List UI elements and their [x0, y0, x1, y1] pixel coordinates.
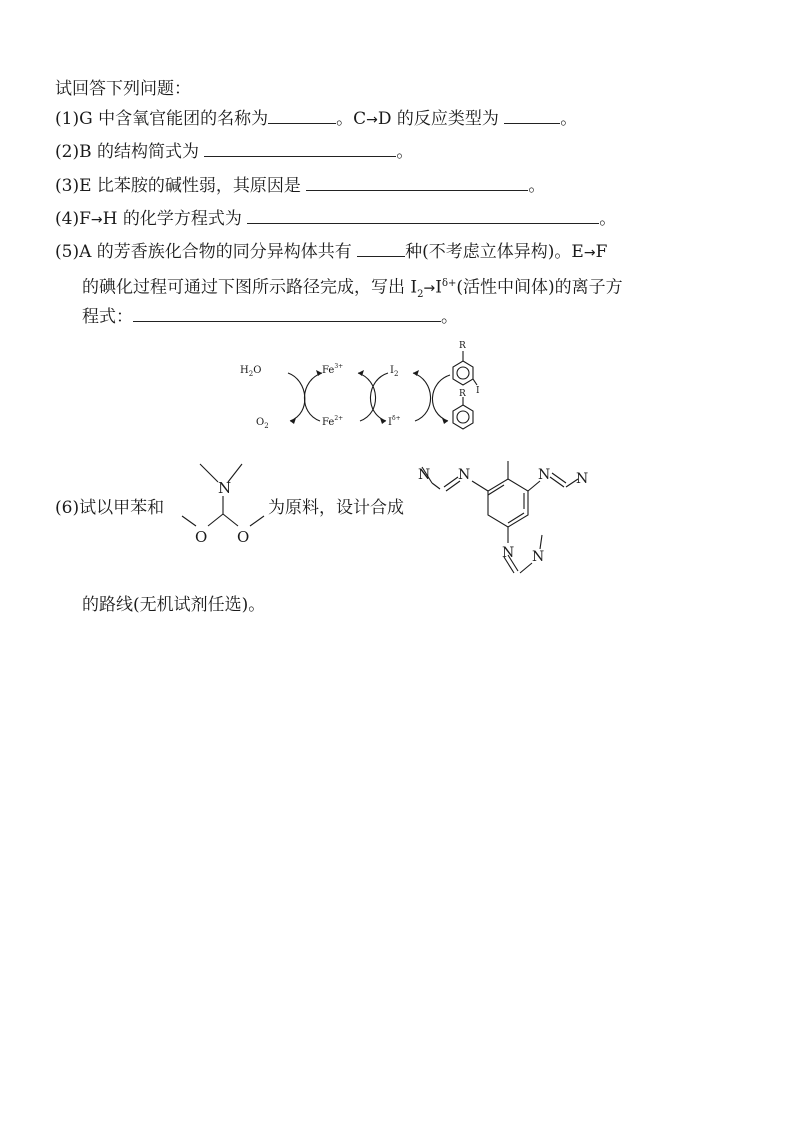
q4-suffix: H 的化学方程式为	[102, 209, 242, 229]
question-6-middle: 为原料，设计合成	[268, 498, 404, 518]
r-bottom-label: R	[459, 389, 466, 399]
target-n3-label: N	[538, 467, 551, 483]
bond-i	[473, 379, 477, 385]
question-4	[55, 208, 616, 231]
question-5-line-2	[82, 273, 623, 306]
dmf-o-left-label: O	[195, 528, 208, 546]
target-amidine-structure	[410, 443, 605, 588]
q5-line3-end: 。	[441, 307, 458, 327]
fe3-label: $Fe^{3+}$	[322, 363, 344, 376]
q1-end: 。	[336, 109, 354, 129]
q5-line2-b: I	[435, 277, 442, 298]
q2-blank[interactable]	[204, 142, 396, 157]
cycle-arc-right-b	[432, 375, 450, 421]
h2o-label: $H_2O$	[240, 365, 262, 378]
q5-line2-a: 的碘化过程可通过下图所示路径完成，写出 I	[82, 277, 418, 298]
aromatic-circle-top	[457, 367, 469, 379]
q4-prefix: (4)F	[55, 209, 91, 229]
reaction-arrow-icon: →	[90, 212, 103, 228]
q5-line1-end: F	[595, 242, 608, 262]
cycle-arc-mid-a	[358, 373, 376, 421]
target-benzene-ring	[488, 479, 528, 527]
target-n4-label: N	[576, 471, 589, 487]
q1-blank-1[interactable]	[268, 109, 336, 124]
q1-final: 。	[560, 109, 578, 129]
question-2	[55, 141, 413, 163]
q5-blank-equation[interactable]	[133, 307, 441, 322]
dmf-acetal-structure	[178, 460, 268, 555]
q1-label: (1)G 中含氧官能团的名称为	[55, 109, 269, 129]
arrowhead-icon	[380, 418, 386, 424]
q5-line2-sub: 2	[417, 289, 424, 301]
reaction-arrow-icon: →	[366, 112, 378, 128]
cycle-arc-right-a	[413, 373, 431, 421]
target-n6-label: N	[532, 549, 545, 565]
target-n2-label: N	[458, 467, 471, 483]
aromatic-circle-bottom	[457, 411, 469, 423]
question-5-line-3	[82, 306, 458, 328]
iodination-cycle-diagram	[230, 335, 500, 440]
i2-label: $I_2$	[390, 365, 399, 378]
question-3	[55, 175, 545, 197]
q3-blank[interactable]	[306, 176, 528, 191]
q2-label: (2)B 的结构简式为	[55, 142, 199, 162]
question-5-line-1	[55, 241, 607, 264]
o2-label: $O_2$	[256, 417, 269, 430]
fe2-label: $Fe^{2+}$	[322, 415, 344, 428]
iodine-substituent-label: I	[476, 386, 480, 396]
idelta-label: $I^{\delta+}$	[388, 415, 401, 428]
q4-blank[interactable]	[247, 209, 599, 224]
q3-end: 。	[528, 176, 546, 196]
benzene-ring-bottom	[453, 405, 473, 429]
q5-line1-prefix: (5)A 的芳香族化合物的同分异构体共有	[55, 242, 352, 262]
q5-blank-count[interactable]	[357, 242, 405, 257]
q5-line2-sup: δ+	[441, 278, 457, 289]
benzene-ring-top	[453, 361, 473, 385]
q2-end: 。	[396, 142, 414, 162]
reaction-arrow-icon: →	[423, 280, 436, 297]
dmf-n-label: N	[218, 479, 232, 497]
cycle-arc-mid-b	[370, 373, 388, 421]
q5-line1-mid: 种(不考虑立体异构)。E	[405, 242, 584, 262]
target-n1-label: N	[418, 467, 431, 483]
q1-mid-prefix: C	[353, 109, 367, 129]
r-top-label: R	[459, 341, 466, 351]
target-n5-label: N	[502, 545, 515, 561]
dmf-o-right-label: O	[237, 528, 250, 546]
intro-text: 试回答下列问题：	[55, 79, 191, 99]
q1-blank-2[interactable]	[504, 109, 560, 124]
question-6-line-2: 的路线(无机试剂任选)。	[82, 595, 266, 615]
arrowhead-icon	[442, 418, 448, 424]
question-6-label: (6)试以甲苯和	[55, 498, 165, 518]
q4-end: 。	[599, 209, 617, 229]
cycle-arc-left-a	[288, 373, 305, 421]
q1-mid-suffix: D 的反应类型为	[377, 109, 499, 129]
reaction-arrow-icon: →	[583, 245, 596, 261]
question-1	[55, 108, 577, 131]
q5-line3: 程式：	[82, 307, 133, 327]
q3-label: (3)E 比苯胺的碱性弱，其原因是	[55, 176, 301, 196]
q5-line2-c: (活性中间体)的离子方	[456, 277, 623, 298]
arrowhead-icon	[290, 418, 296, 424]
cycle-arc-left-b	[304, 373, 322, 421]
